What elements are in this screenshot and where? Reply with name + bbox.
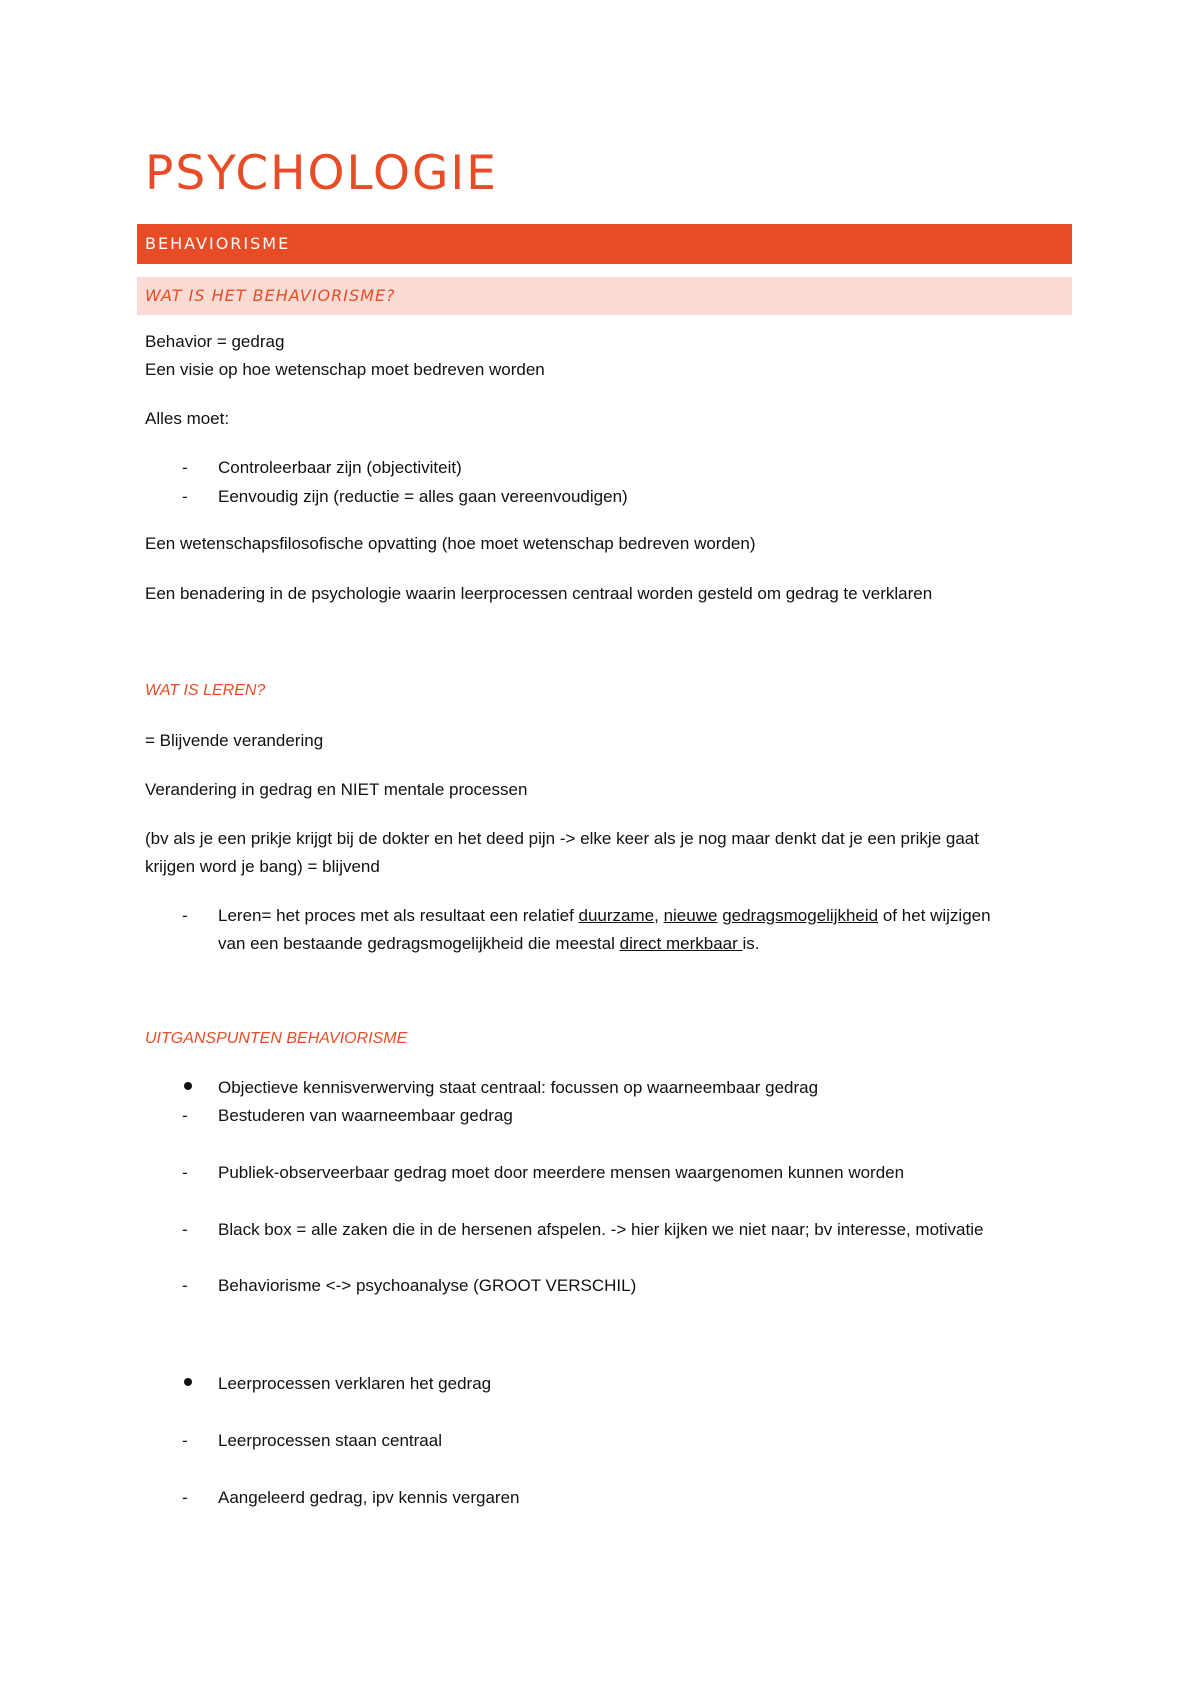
list-item-leerprocessen-centraal: Leerprocessen staan centraal xyxy=(218,1431,442,1450)
subheading-uitganspunten: UITGANSPUNTEN BEHAVIORISME xyxy=(145,1030,408,1047)
dash-marker: - xyxy=(182,1431,188,1450)
dash-marker: - xyxy=(182,1220,188,1239)
list-item-definitie-leren-line-1: Leren= het proces met als resultaat een relatief duurzame, nieuwe gedragsmogelijkheid of het wijzigen xyxy=(218,906,991,925)
text-behavior-gedrag: Behavior = gedrag xyxy=(145,332,285,351)
list-item-definitie-leren-line-2: van een bestaande gedragsmogelijkheid die meestal direct merkbaar is. xyxy=(218,934,760,953)
text-wetenschapsfilosofische: Een wetenschapsfilosofische opvatting (hoe moet wetenschap bedreven worden) xyxy=(145,534,756,553)
list-item-objectieve-kennisverwerving: Objectieve kennisverwerving staat centraal: focussen op waarneembaar gedrag xyxy=(218,1078,819,1097)
list-item-leerprocessen-verklaren: Leerprocessen verklaren het gedrag xyxy=(218,1374,492,1393)
list-item-publiek-observeerbaar: Publiek-observeerbaar gedrag moet door meerdere mensen waargenomen kunnen worden xyxy=(218,1163,905,1182)
dash-marker: - xyxy=(182,1276,188,1295)
list-item-eenvoudig: Eenvoudig zijn (reductie = alles gaan vereenvoudigen) xyxy=(218,487,628,506)
dash-marker: - xyxy=(182,1106,188,1125)
dash-marker: - xyxy=(182,1163,188,1182)
list-item-controleerbaar: Controleerbaar zijn (objectiviteit) xyxy=(218,458,462,477)
subheading-wat-is-het-behaviorisme: WAT IS HET BEHAVIORISME? xyxy=(137,277,1072,315)
list-item-aangeleerd-gedrag: Aangeleerd gedrag, ipv kennis vergaren xyxy=(218,1488,520,1507)
bullet-icon xyxy=(184,1378,192,1386)
dash-marker: - xyxy=(182,487,188,506)
text-voorbeeld-line-1: (bv als je een prikje krijgt bij de dokter en het deed pijn -> elke keer als je nog maar denkt dat je een prikje gaat xyxy=(145,829,979,848)
text-alles-moet: Alles moet: xyxy=(145,409,230,428)
dash-marker: - xyxy=(182,906,188,925)
text-blijvende-verandering: = Blijvende verandering xyxy=(145,731,324,750)
list-item-bestuderen: Bestuderen van waarneembaar gedrag xyxy=(218,1106,513,1125)
text-benadering: Een benadering in de psychologie waarin leerprocessen centraal worden gesteld om gedrag te verklaren xyxy=(145,584,933,603)
page-title: PSYCHOLOGIE xyxy=(145,146,498,201)
text-visie: Een visie op hoe wetenschap moet bedreven worden xyxy=(145,360,545,379)
text-voorbeeld-line-2: krijgen word je bang) = blijvend xyxy=(145,857,380,876)
dash-marker: - xyxy=(182,458,188,477)
list-item-black-box: Black box = alle zaken die in de hersenen afspelen. -> hier kijken we niet naar; bv interesse, motivatie xyxy=(218,1220,984,1239)
subheading-wat-is-leren: WAT IS LEREN? xyxy=(145,682,266,699)
text-verandering-in-gedrag: Verandering in gedrag en NIET mentale processen xyxy=(145,780,528,799)
bullet-icon xyxy=(184,1082,192,1090)
list-item-psychoanalyse: Behaviorisme <-> psychoanalyse (GROOT VERSCHIL) xyxy=(218,1276,637,1295)
dash-marker: - xyxy=(182,1488,188,1507)
section-heading-behaviorisme: BEHAVIORISME xyxy=(137,224,1072,264)
